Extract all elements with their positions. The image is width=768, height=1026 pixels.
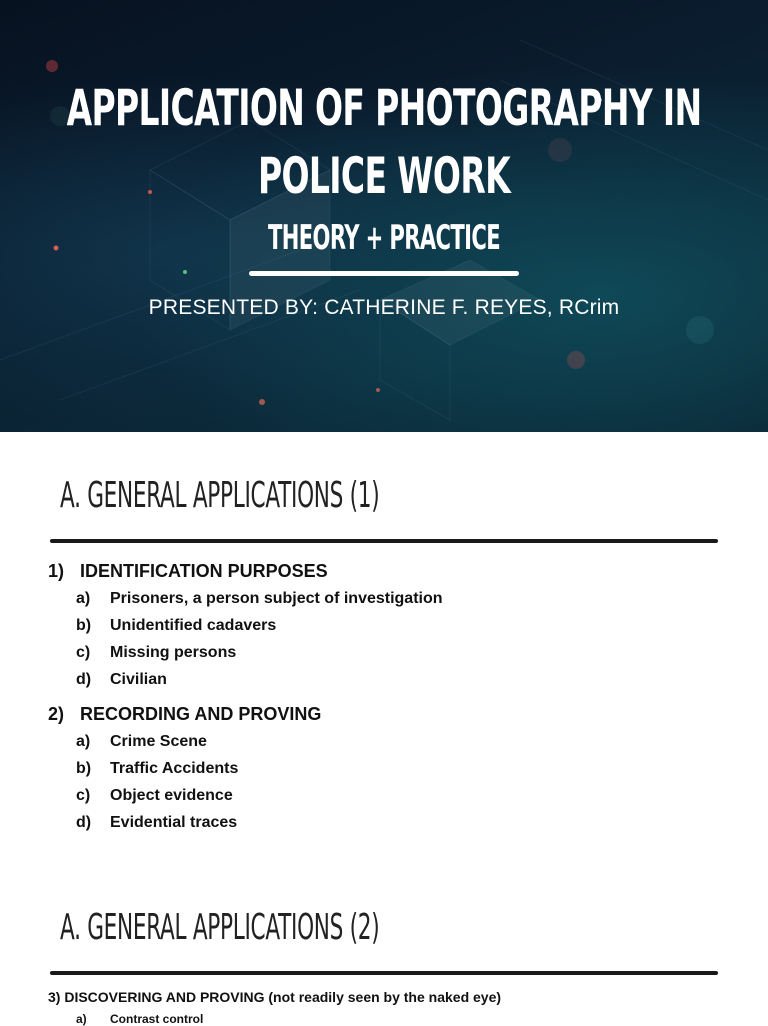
slide-1-divider <box>50 539 718 543</box>
sub-item <box>76 616 443 643</box>
sub-item <box>76 732 321 759</box>
item-label: IDENTIFICATION PURPOSES <box>80 561 328 581</box>
sub-item-letter: c) <box>76 787 91 804</box>
main-item <box>48 560 443 582</box>
sub-item <box>76 670 443 697</box>
list-item-identification <box>48 560 443 697</box>
slide-1-heading: A. GENERAL APPLICATIONS (1) <box>60 475 380 516</box>
main-item <box>48 703 321 725</box>
sub-item-letter: a) <box>76 590 91 607</box>
sub-item <box>76 589 443 616</box>
item-number: 1) <box>48 561 65 581</box>
presenter-line: PRESENTED BY: CATHERINE F. REYES, RCrim <box>148 296 620 319</box>
sub-item-letter: d) <box>76 671 92 688</box>
sub-item-letter: a) <box>76 733 91 750</box>
sub-item-label: Civilian <box>110 671 167 688</box>
sub-item-label: Evidential traces <box>110 814 238 831</box>
sub-item-label: Traffic Accidents <box>110 760 239 777</box>
presentation-subtitle: THEORY + PRACTICE <box>267 218 501 258</box>
title-divider <box>249 271 519 276</box>
background-artwork <box>0 0 768 432</box>
sub-item-letter: b) <box>76 617 92 634</box>
sub-item-label: Prisoners, a person subject of investigation <box>110 590 443 607</box>
sub-item-letter: b) <box>76 760 92 777</box>
sub-list <box>76 589 443 697</box>
presentation-title: APPLICATION OF PHOTOGRAPHY IN POLICE WORK <box>66 79 702 205</box>
sub-item-label: Crime Scene <box>110 733 207 750</box>
sub-list <box>76 732 321 840</box>
slide-2-heading: A. GENERAL APPLICATIONS (2) <box>60 907 380 948</box>
sub-item-label: Unidentified cadavers <box>110 617 277 634</box>
item-number: 2) <box>48 704 65 724</box>
sub-item-letter: c) <box>76 644 91 661</box>
slide-2-divider <box>50 971 718 975</box>
sub-item-letter: d) <box>76 814 92 831</box>
sub-item <box>76 786 321 813</box>
sub-item-label: Object evidence <box>110 787 233 804</box>
item-label: RECORDING AND PROVING <box>80 704 322 724</box>
list-item-discovering: 3) DISCOVERING AND PROVING (not readily seen by the naked eye) <box>48 989 502 1005</box>
sub-item-letter: a) <box>76 1012 87 1026</box>
sub-item <box>76 813 321 840</box>
sub-item-label: Missing persons <box>110 644 237 661</box>
list-item-recording <box>48 703 321 840</box>
sub-item-label: Contrast control <box>110 1012 204 1026</box>
sub-item <box>76 759 321 786</box>
sub-item <box>76 643 443 670</box>
title-slide <box>0 0 768 432</box>
